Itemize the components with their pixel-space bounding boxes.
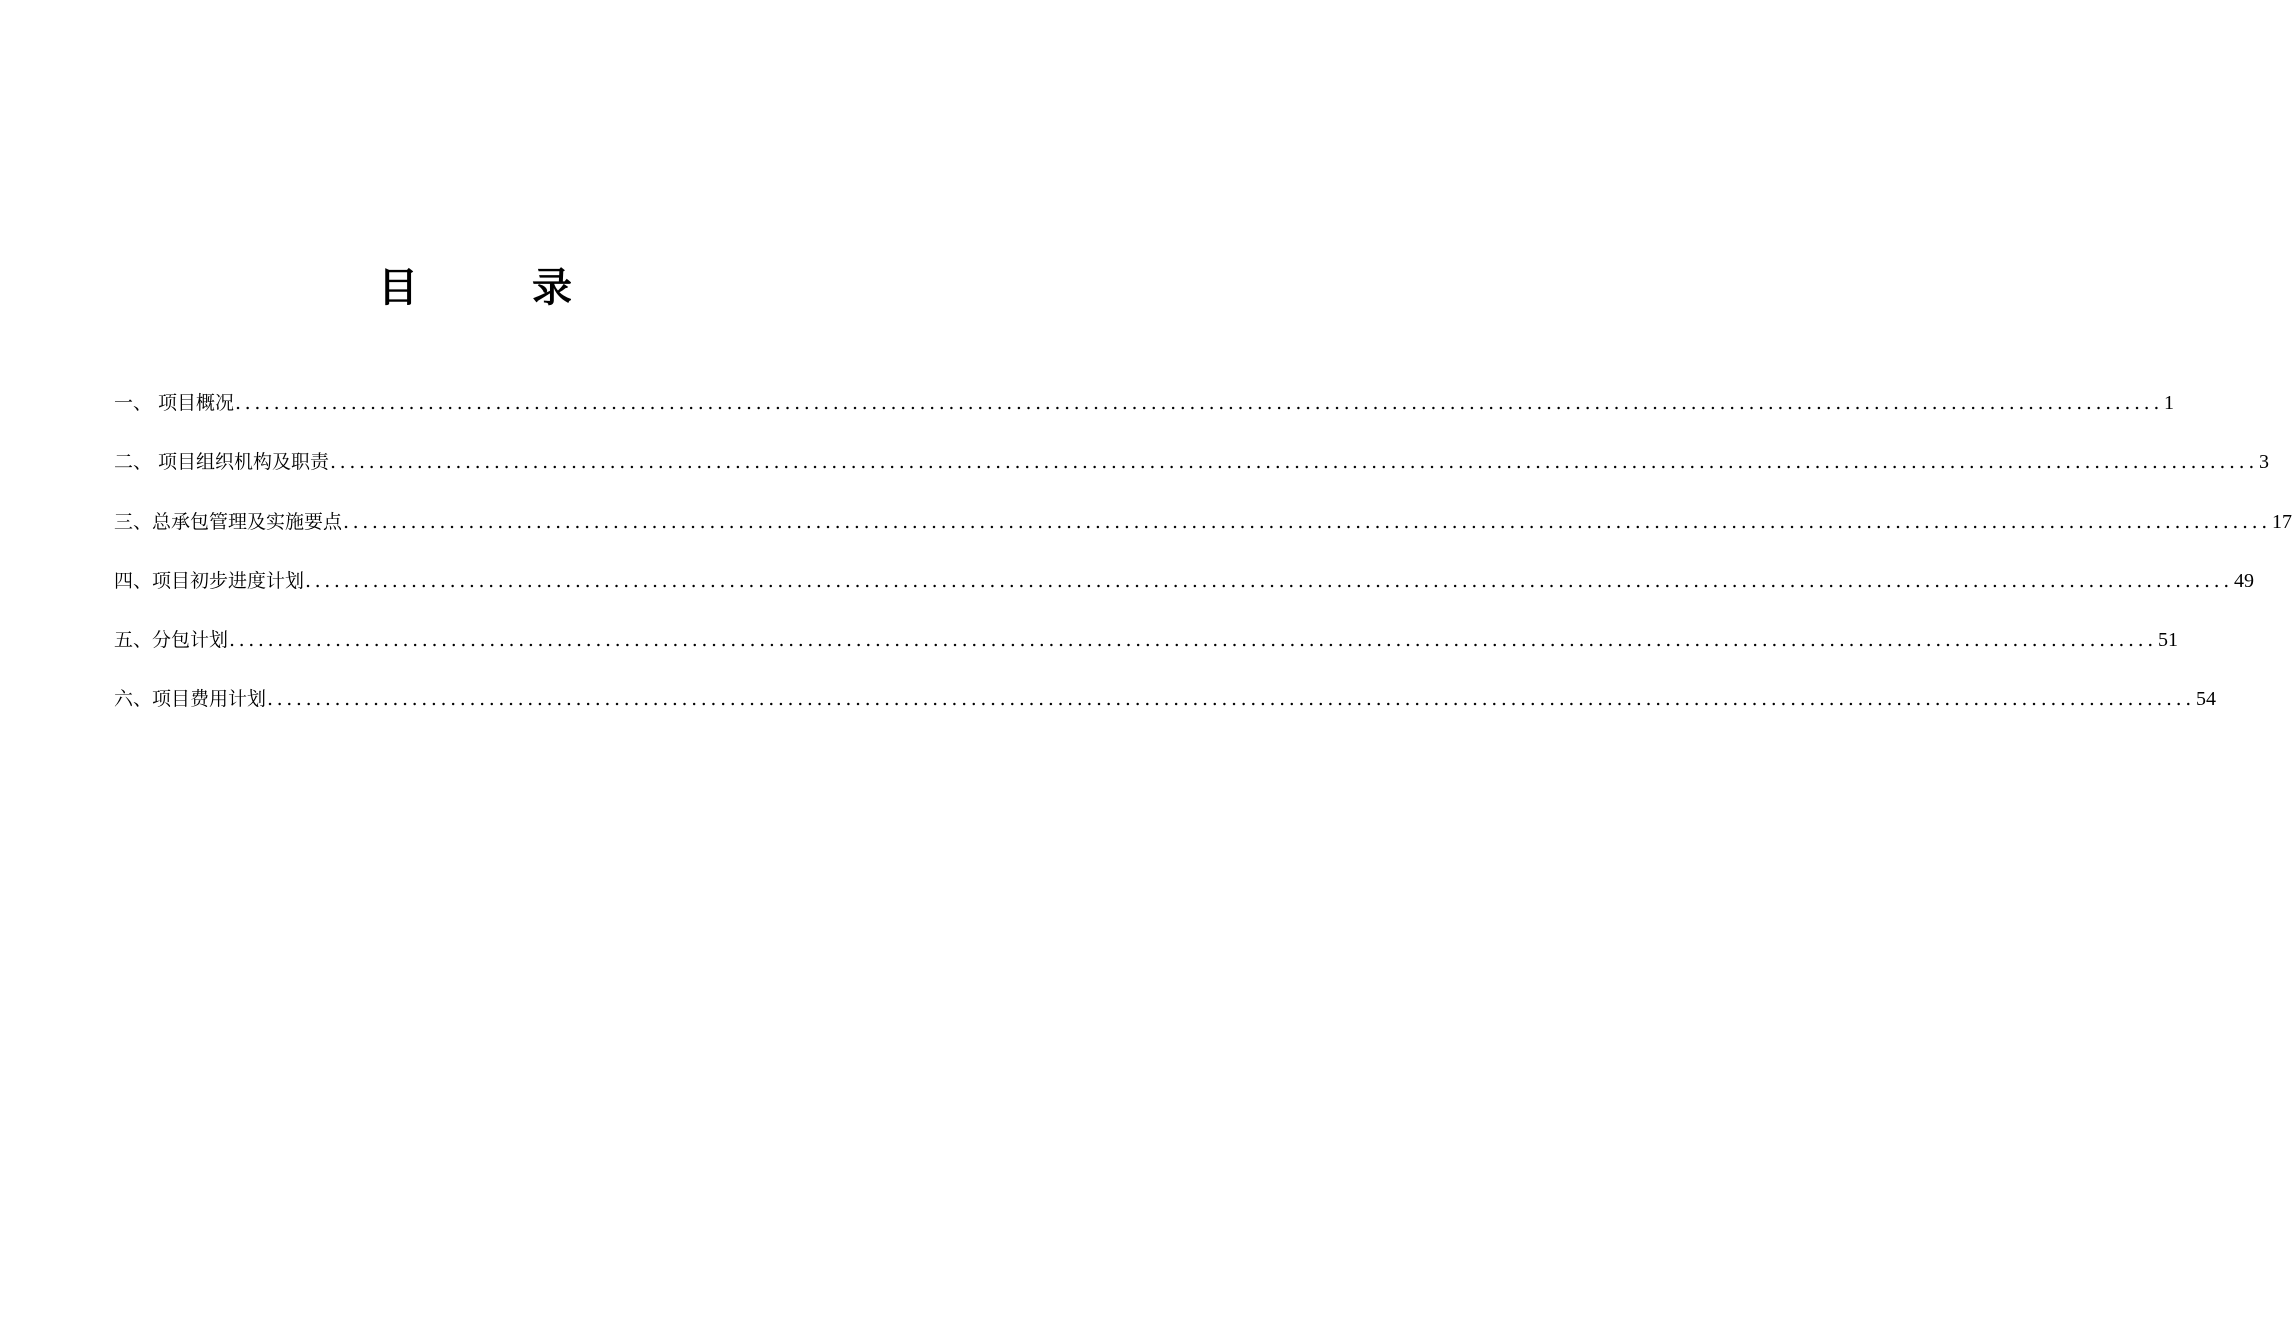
toc-dot-leader: ........................................................................................................................................................................................................	[267, 688, 2195, 711]
toc-entry-page: 17	[2271, 510, 2292, 533]
toc-entry[interactable]	[114, 388, 2174, 447]
toc-entry-page: 51	[2157, 629, 2178, 652]
toc-entry-page: 1	[2163, 392, 2174, 414]
toc-entry[interactable]	[114, 566, 2254, 625]
toc-entry[interactable]	[114, 447, 2269, 506]
toc-entry-label: 三、总承包管理及实施要点	[114, 510, 343, 533]
toc-entry-page: 49	[2233, 569, 2254, 592]
toc-entry-label: 一、 项目概况	[114, 392, 235, 414]
toc-entry[interactable]	[114, 507, 2292, 566]
toc-title: 目 录	[378, 264, 622, 311]
toc-entry-label: 四、项目初步进度计划	[114, 569, 305, 592]
toc-entry-label: 五、分包计划	[114, 629, 229, 652]
toc-entry-label: 六、项目费用计划	[114, 688, 267, 711]
toc-dot-leader: ........................................................................................................................................................................................................	[343, 510, 2271, 533]
toc-dot-leader: ........................................................................................................................................................................................................	[305, 569, 2233, 592]
toc-entry[interactable]	[114, 625, 2178, 684]
toc-dot-leader: ........................................................................................................................................................................................................	[235, 392, 2163, 414]
toc-entry-page: 54	[2195, 688, 2216, 711]
toc-entry[interactable]	[114, 684, 2216, 743]
toc-entry-label: 二、 项目组织机构及职责	[114, 451, 330, 474]
toc-dot-leader: ........................................................................................................................................................................................................	[330, 451, 2258, 474]
toc-dot-leader: ........................................................................................................................................................................................................	[229, 629, 2157, 652]
toc-list	[114, 388, 2292, 744]
toc-entry-page: 3	[2258, 451, 2269, 474]
